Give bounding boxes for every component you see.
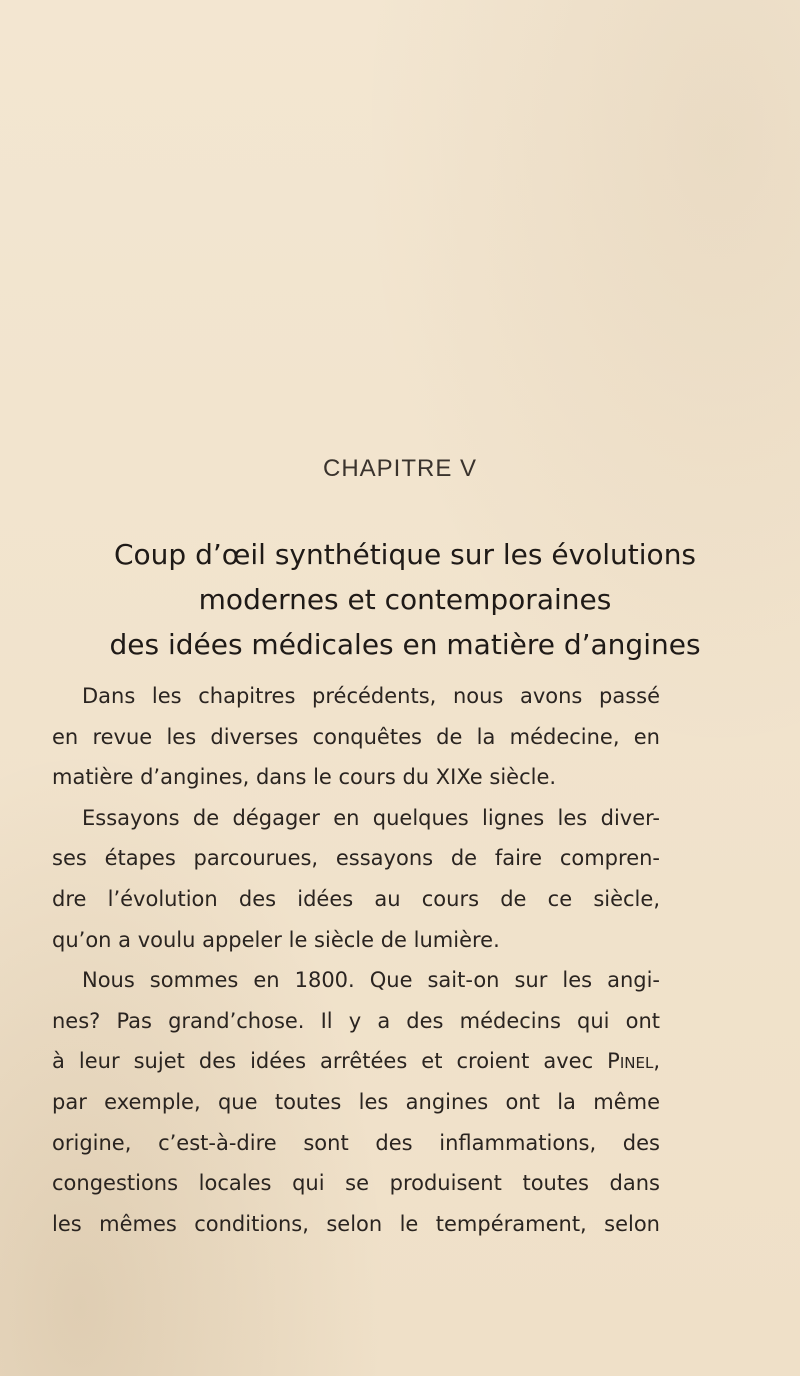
paragraph-line: en revue les diverses conquêtes de la médecine, en xyxy=(52,724,660,749)
paragraph-line: congestions locales qui se produisent toutes dans xyxy=(52,1171,660,1196)
paragraph-line: origine, c’est-à-dire sont des inflammations, des xyxy=(52,1130,660,1155)
paragraph-line: par exemple, que toutes les angines ont la même xyxy=(52,1089,660,1114)
chapter-title-line: des idées médicales en matière d’angines xyxy=(109,628,701,661)
chapter-title xyxy=(60,532,750,667)
chapter-title-line: Coup d’œil synthétique sur les évolutions xyxy=(113,538,697,571)
paragraph-line: matière d’angines, dans le cours du XIXe siècle. xyxy=(52,765,557,790)
author-name: Pinel, xyxy=(607,1049,660,1074)
paragraph-line: dre l’évolution des idées au cours de ce siècle, xyxy=(52,886,660,911)
paragraph-line xyxy=(52,1041,660,1082)
chapter-title-line: modernes et contemporaines xyxy=(198,583,612,616)
paragraph-line: ses étapes parcourues, essayons de faire compren- xyxy=(52,846,660,871)
paragraph-line: les mêmes conditions, selon le tempérament, selon xyxy=(52,1211,660,1236)
chapter-heading: CHAPITRE V xyxy=(322,455,478,482)
paragraph-line: Dans les chapitres précédents, nous avons passé xyxy=(82,684,660,708)
paragraph-line: Nous sommes en 1800. Que sait-on sur les angi- xyxy=(82,968,660,993)
paragraph-line: qu’on a voulu appeler le siècle de lumière. xyxy=(52,927,500,952)
paragraph-line: Essayons de dégager en quelques lignes les diver- xyxy=(82,805,660,830)
paragraph-text: à leur sujet des idées arrêtées et croient avec xyxy=(52,1049,594,1074)
body-text xyxy=(52,676,660,1244)
paragraph-line: nes? Pas grand’chose. Il y a des médecins qui ont xyxy=(52,1008,660,1033)
